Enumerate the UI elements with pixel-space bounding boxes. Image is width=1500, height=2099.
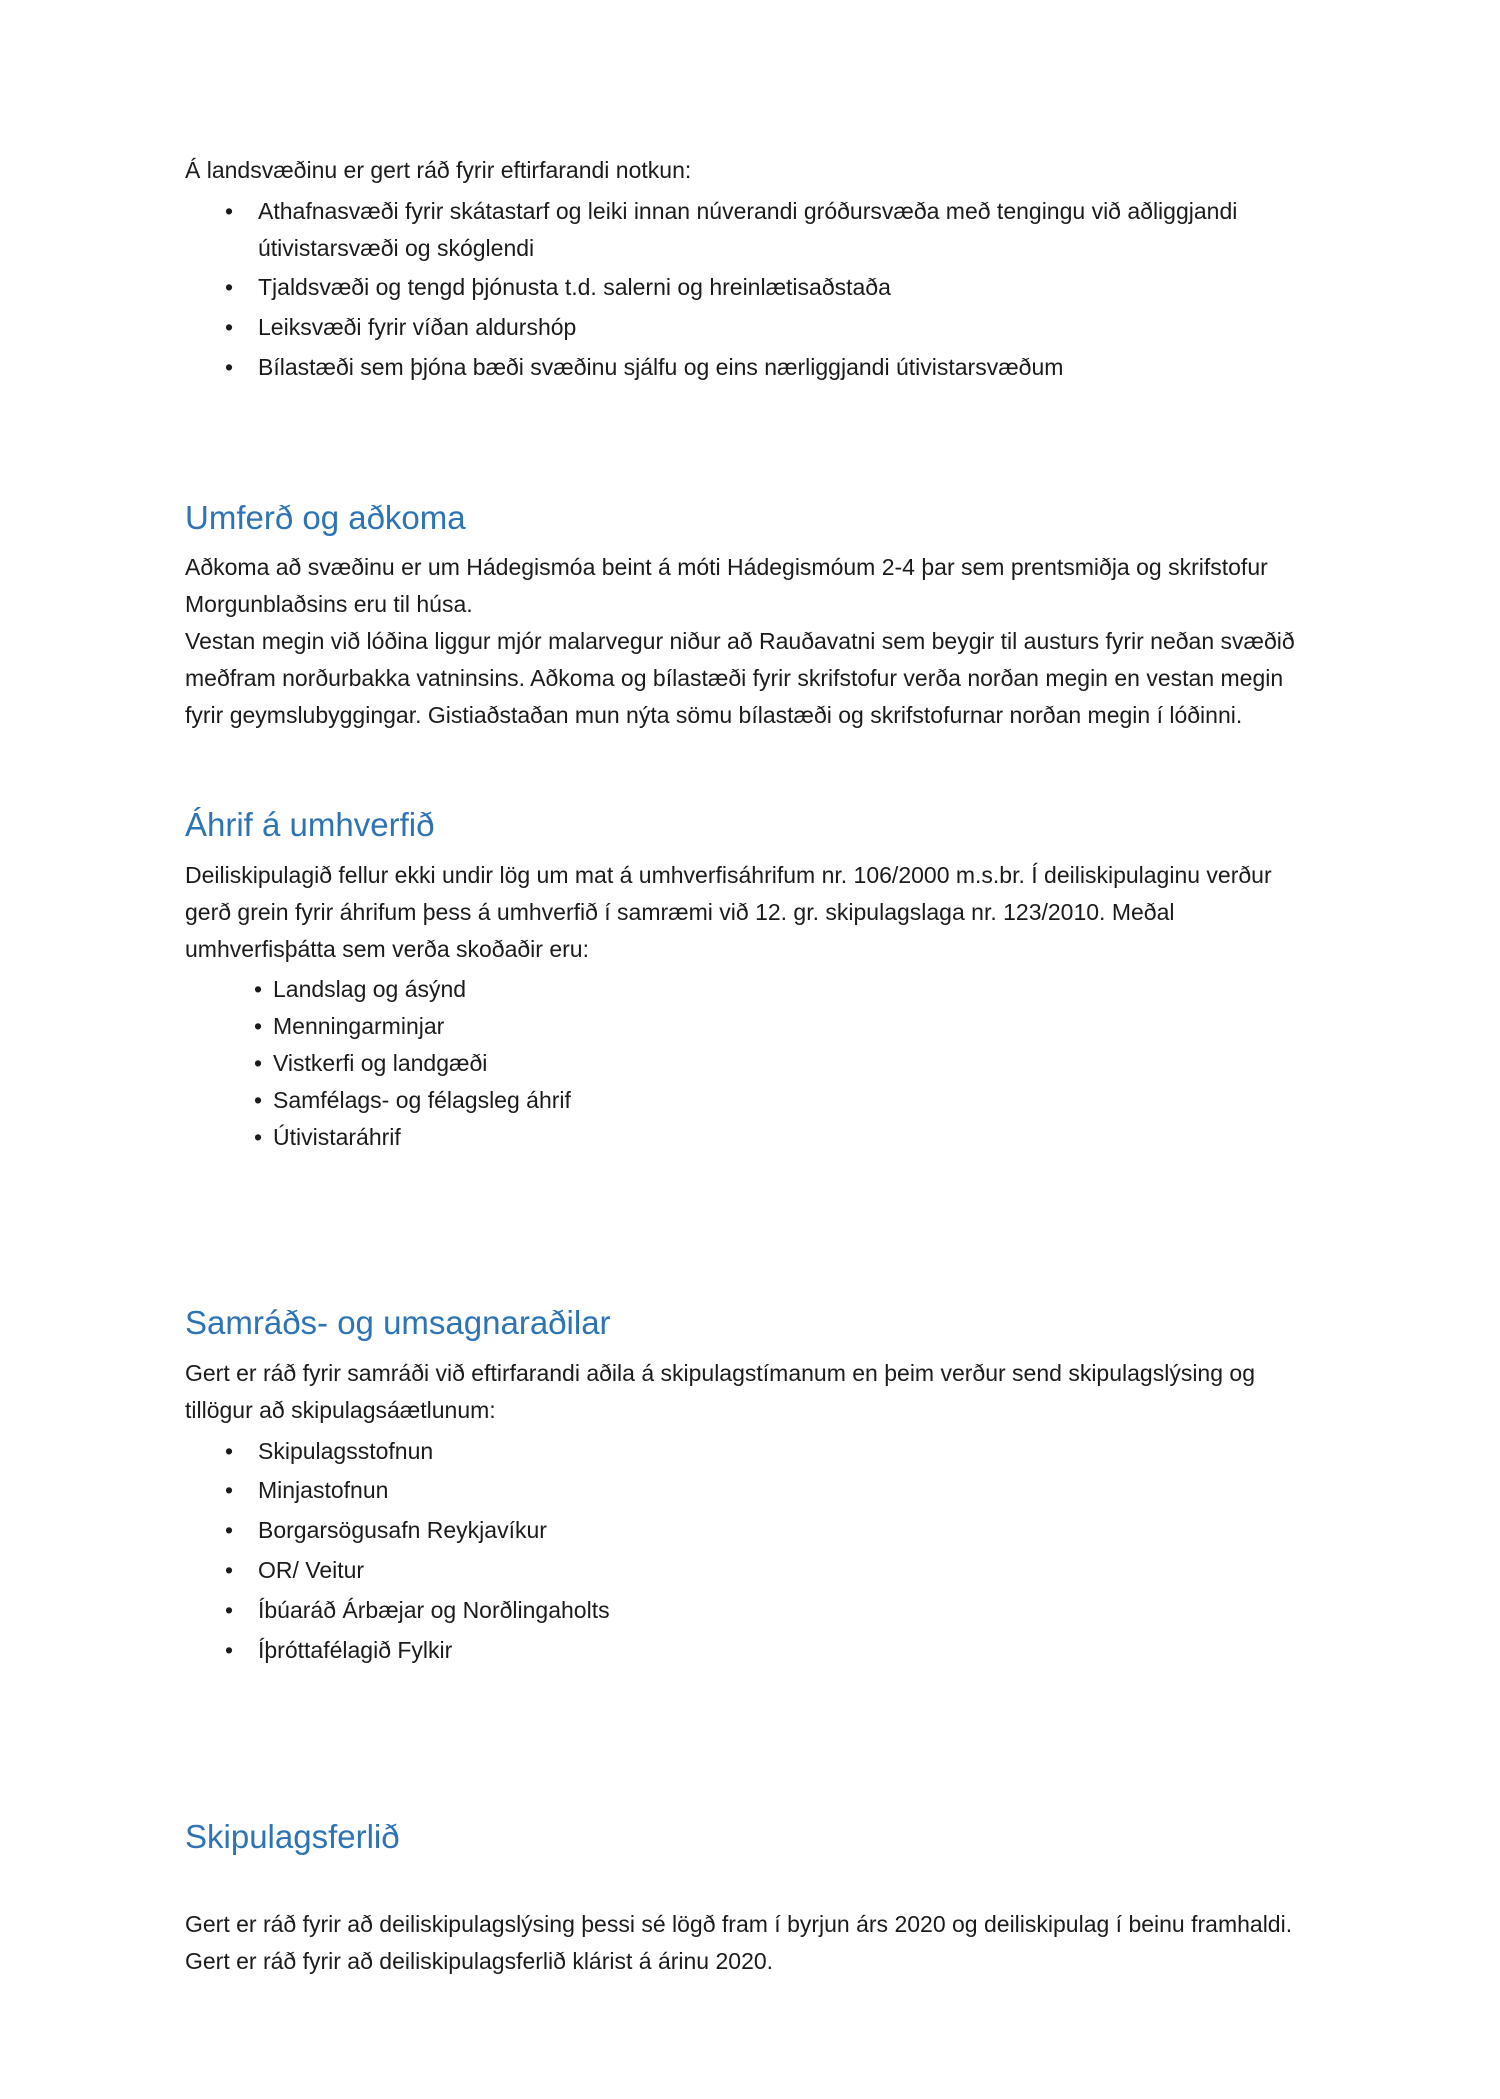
spacer <box>185 1194 1315 1231</box>
paragraph: Gert er ráð fyrir samráði við eftirfarandi aðila á skipulagstímanum en þeim verður send skipulagslýsing og tillögur að skipulagsáætlunum: <box>185 1359 1255 1423</box>
bullet-item: • Samfélags- og félagsleg áhrif <box>273 1082 1273 1119</box>
bullet-item: • Leiksvæði fyrir víðan aldurshóp <box>258 309 1258 346</box>
spacer <box>185 389 1315 426</box>
bullet-list <box>185 971 1315 1155</box>
spacer <box>185 1671 1315 1708</box>
bullet-item: • Minjastofnun <box>258 1472 1258 1509</box>
paragraph: Aðkoma að svæðinu er um Hádegismóa beint á móti Hádegismóum 2-4 þar sem prentsmiðja og skrifstofur Morgunblaðsins eru til húsa. <box>185 554 1268 618</box>
spacer <box>185 1708 1315 1745</box>
bullet-item: • Íþróttafélagið Fylkir <box>258 1632 1258 1669</box>
section-heading: Áhrif á umhverfið <box>185 806 435 844</box>
section-heading: Samráðs- og umsagnaraðilar <box>185 1304 611 1342</box>
paragraph: Vestan megin við lóðina liggur mjór malarvegur niður að Rauðavatni sem beygir til austurs fyrir neðan svæðið meðfram norðurbakka vatninsins. Aðkoma og bílastæði fyrir skrifstofur verða norðan megin en vestan megin fyrir geymslubyggingar. Gistiaðstaðan mun nýta sömu bílastæði og skrifstofurnar norðan megin í lóðinni. <box>185 627 1295 728</box>
section-heading: Skipulagsferlið <box>185 1818 400 1856</box>
bullet-item: • Skipulagsstofnun <box>258 1433 1258 1470</box>
bullet-item: • Athafnasvæði fyrir skátastarf og leiki innan núverandi gróðursvæða með tengingu við aðliggjandi útivistarsvæði og skóglendi <box>258 193 1258 267</box>
bullet-item: • Útivistaráhrif <box>273 1119 1273 1156</box>
bullet-item: • Vistkerfi og landgæði <box>273 1045 1273 1082</box>
bullet-item: • Íbúaráð Árbæjar og Norðlingaholts <box>258 1592 1258 1629</box>
bullet-item: • Bílastæði sem þjóna bæði svæðinu sjálfu og eins nærliggjandi útivistarsvæðum <box>258 349 1258 386</box>
section-heading: Umferð og aðkoma <box>185 498 466 536</box>
paragraph: Deiliskipulagið fellur ekki undir lög um mat á umhverfisáhrifum nr. 106/2000 m.s.br. Í deiliskipulaginu verður gerð grein fyrir áhrifum þess á umhverfið í samræmi við 12. gr. skipulagslaga nr. 123/2010. Meðal umhverfisþátta sem verða skoðaðir eru: <box>185 861 1272 962</box>
bullet-item: • Borgarsögusafn Reykjavíkur <box>258 1512 1258 1549</box>
paragraph: Gert er ráð fyrir að deiliskipulagslýsing þessi sé lögð fram í byrjun árs 2020 og deiliskipulag í beinu framhaldi. Gert er ráð fyrir að deiliskipulagsferlið klárist á árinu 2020. <box>185 1910 1293 1974</box>
bullet-list <box>185 193 1315 386</box>
spacer <box>185 1869 1315 1906</box>
spacer <box>185 1157 1315 1194</box>
bullet-item: • Landslag og ásýnd <box>273 971 1273 1008</box>
bullet-item: • Tjaldsvæði og tengd þjónusta t.d. salerni og hreinlætisaðstaða <box>258 269 1258 306</box>
bullet-item: • Menningarminjar <box>273 1008 1273 1045</box>
paragraph: Á landsvæðinu er gert ráð fyrir eftirfarandi notkun: <box>185 157 692 183</box>
bullet-item: • OR/ Veitur <box>258 1552 1258 1589</box>
bullet-list <box>185 1433 1315 1669</box>
